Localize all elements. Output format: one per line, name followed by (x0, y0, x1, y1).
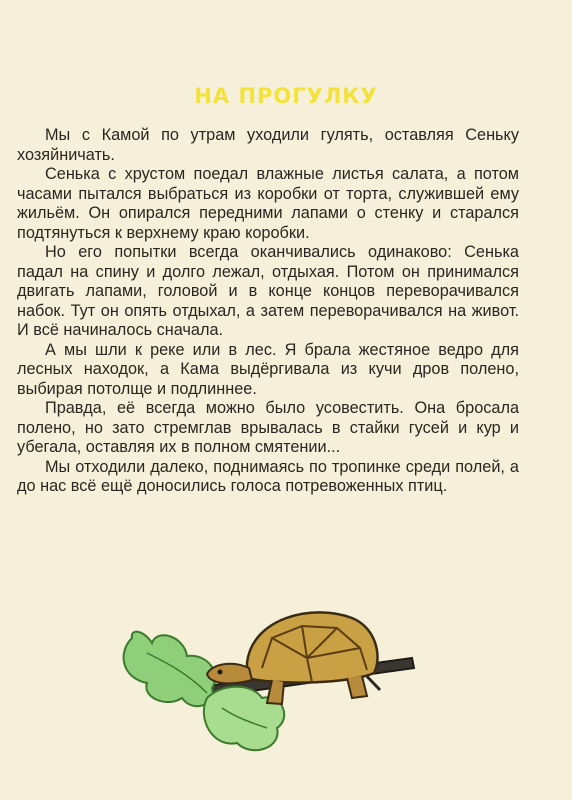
paragraph-1: Мы с Камой по утрам уходили гулять, оставляя Сеньку хозяйничать. (17, 126, 519, 164)
story-text (17, 126, 519, 497)
paragraph-2: Сенька с хрустом поедал влажные листья салата, а потом часами пытался выбраться из коробки от торта, служившей ему жильём. Он опирался передними лапами о стенку и старался подтянуться к верхнему краю коробки. (17, 165, 519, 242)
turtle-eye (218, 670, 223, 675)
chapter-title: НА ПРОГУЛКУ (194, 84, 378, 108)
paragraph-6: Мы отходили далеко, поднимаясь по тропинке среди полей, а до нас всё ещё доносились голоса потревоженных птиц. (17, 457, 519, 495)
turtle-illustration (112, 598, 422, 768)
paragraph-3: Но его попытки всегда оканчивались одинаково: Сенька падал на спину и долго лежал, отдыхая. Потом он принимался двигать лапами, головой и в конце концов переворачивался набок. Тут он опять отдыхал, а затем переворачивался на живот. И всё начиналось сначала. (17, 243, 519, 339)
paragraph-5: Правда, её всегда можно было усовестить. Она бросала полено, но зато стремглав врывалась в стайки гусей и кур и убегала, оставляя их в полном смятении... (17, 399, 519, 456)
paragraph-4: А мы шли к реке или в лес. Я брала жестяное ведро для лесных находок, а Кама выдёргивала из кучи дров полено, выбирая потолще и подлиннее. (17, 340, 519, 398)
turtle-head (207, 664, 252, 684)
